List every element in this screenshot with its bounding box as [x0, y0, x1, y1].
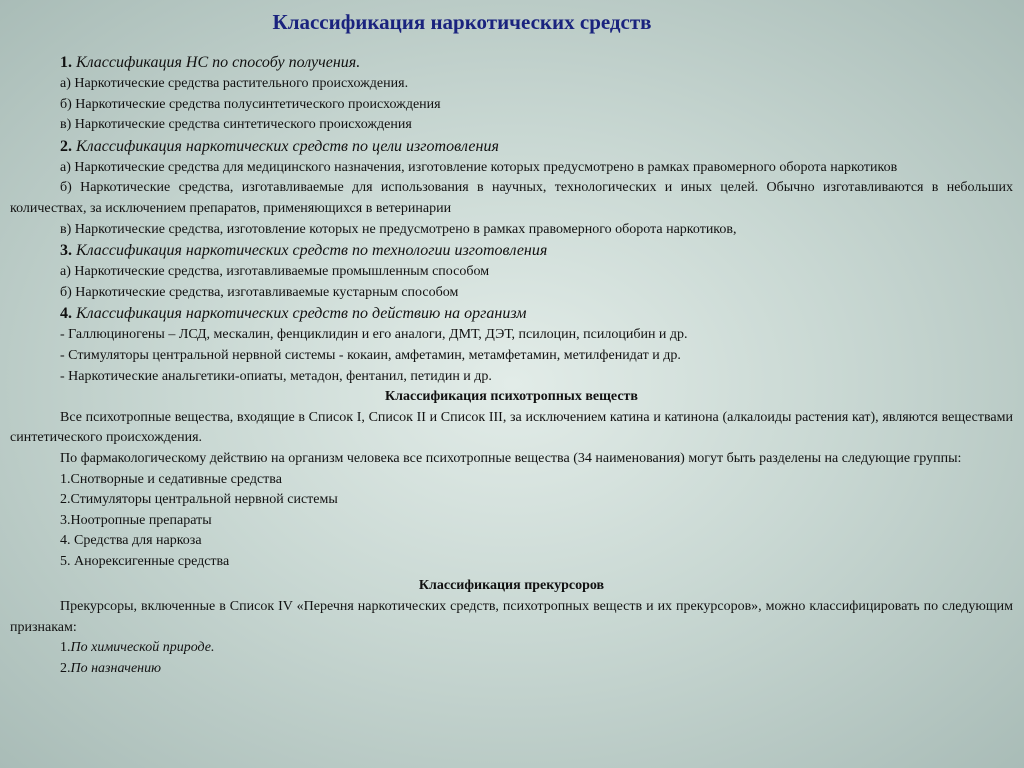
- list-item: - Наркотические анальгетики-опиаты, метадон, фентанил, петидин и др.: [60, 368, 492, 384]
- item-text: По назначению: [70, 660, 161, 676]
- slide-body: [10, 52, 1013, 679]
- section-heading-text: Классификация наркотических средств по технологии изготовления: [76, 242, 548, 260]
- list-item: 2.Стимуляторы центральной нервной системы: [60, 492, 338, 508]
- item-number: 2.: [60, 660, 71, 676]
- paragraph: Прекурсоры, включенные в Список IV «Перечня наркотических средств, психотропных веществ и их прекурсоров», можно классифицировать по следующим признакам:: [10, 599, 1013, 635]
- section-heading-text: Классификация наркотических средств по цели изготовления: [76, 137, 499, 155]
- section-number: 3.: [60, 242, 72, 260]
- list-item: 5. Анорексигенные средства: [60, 553, 230, 569]
- list-item: 3.Ноотропные препараты: [60, 512, 212, 528]
- item-text: По химической природе.: [70, 640, 215, 656]
- list-item: б) Наркотические средства, изготавливаемые кустарным способом: [60, 284, 459, 300]
- section-heading-4: [10, 303, 1013, 325]
- list-item: б) Наркотические средства, изготавливаемые для использования в научных, технологических и иных целей. Обычно изготавливаются в небольших количествах, за исключением препаратов, применяющихся в ветеринарии: [10, 180, 1013, 216]
- list-item: - Стимуляторы центральной нервной системы - кокаин, амфетамин, метамфетамин, метилфенидат и др.: [60, 347, 681, 363]
- precursors-heading: Классификация прекурсоров: [418, 578, 605, 594]
- section-heading-1: [10, 52, 1013, 74]
- list-item: в) Наркотические средства, изготовление которых не предусмотрено в рамках правомерного оборота наркотиков,: [60, 221, 737, 237]
- section-heading-text: Классификация наркотических средств по действию на организм: [76, 305, 527, 323]
- item-number: 1.: [60, 640, 71, 656]
- list-item: [10, 659, 1013, 680]
- list-item: а) Наркотические средства для медицинского назначения, изготовление которых предусмотрено в рамках правомерного оборота наркотиков: [60, 159, 898, 175]
- section-heading-2: [10, 136, 1013, 158]
- list-item: б) Наркотические средства полусинтетического происхождения: [60, 96, 441, 112]
- paragraph: По фармакологическому действию на организм человека все психотропные вещества (34 наименования) могут быть разделены на следующие группы:: [60, 450, 962, 466]
- list-item: а) Наркотические средства растительного происхождения.: [60, 76, 409, 91]
- section-heading-text: Классификация НС по способу получения.: [76, 54, 361, 71]
- list-item: [10, 638, 1013, 659]
- list-item: а) Наркотические средства, изготавливаемые промышленным способом: [60, 264, 490, 280]
- list-item: 1.Снотворные и седативные средства: [60, 471, 282, 487]
- section-heading-3: [10, 240, 1013, 262]
- section-number: 1.: [60, 54, 72, 71]
- list-item: в) Наркотические средства синтетического происхождения: [60, 117, 412, 133]
- slide-title: Классификация наркотических средств: [272, 10, 652, 34]
- psychotropic-heading: Классификация психотропных веществ: [385, 389, 638, 405]
- section-number: 4.: [60, 305, 72, 323]
- paragraph: Все психотропные вещества, входящие в Список I, Список II и Список III, за исключением катина и катинона (алкалоиды растения кат), являются веществами синтетического происхождения.: [10, 409, 1013, 446]
- list-item: 4. Средства для наркоза: [60, 533, 202, 549]
- section-number: 2.: [60, 137, 72, 155]
- list-item: - Галлюциногены – ЛСД, мескалин, фенциклидин и его аналоги, ДМТ, ДЭТ, псилоцин, псилоцибин и др.: [60, 327, 688, 343]
